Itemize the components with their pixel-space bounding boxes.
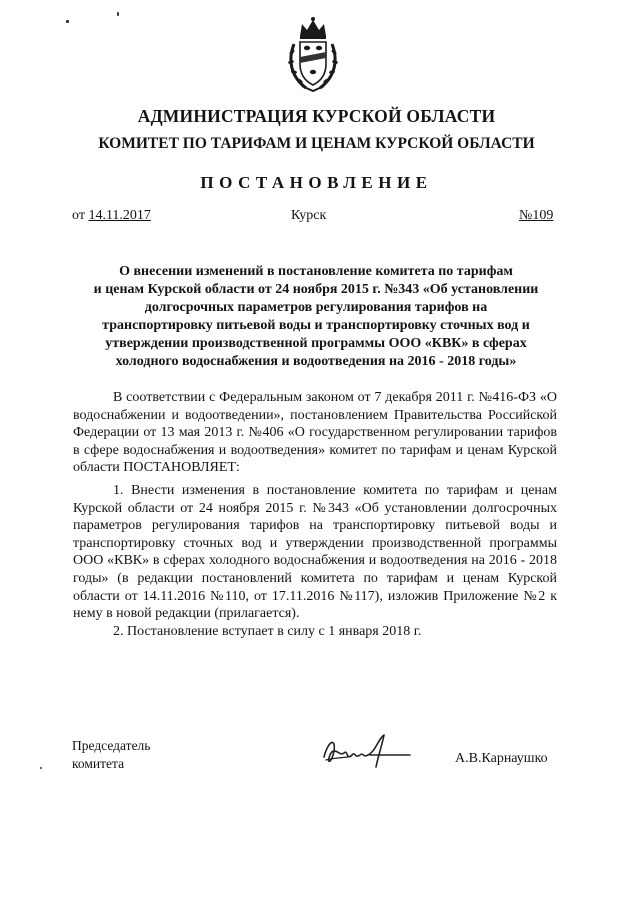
document-number: №109 [519, 208, 554, 223]
item-2-paragraph: 2. Постановление вступает в силу с 1 января 2018 г. [113, 623, 422, 639]
item-1-paragraph: 1. Внести изменения в постановление комитета по тарифам и ценам Курской области от 24 ноября 2015 г. №343 «Об установлении долгосрочных параметров регулирования тарифов на транспортировку питьевой воды и транспортировку сточных вод и утверждении производственной программы ООО «КВК» в сферах холодного водоснабжения и водоотведения на 2016 - 2018 годы» (в редакции постановлений комитета по тарифам и ценам Курской области от 14.11.2016 №110, от 17.11.2016 №117), изложив Приложение №2 к нему в новой редакции (прилагается). [73, 482, 557, 622]
signer-role-line: Председатель [72, 738, 151, 753]
subject-line: и ценам Курской области от 24 ноября 2015 г. №343 «Об установлении [93, 282, 539, 297]
date-prefix: от [72, 208, 89, 223]
committee-title: КОМИТЕТ ПО ТАРИФАМ И ЦЕНАМ КУРСКОЙ ОБЛАСТИ [98, 135, 535, 152]
subject-line: транспортировку питьевой воды и транспортировку сточных вод и [102, 318, 530, 333]
scan-speck [117, 12, 119, 16]
document-subject [60, 263, 572, 371]
signer-role-line: комитета [72, 756, 125, 771]
scan-speck [40, 767, 42, 769]
document-date [72, 208, 151, 224]
subject-line: долгосрочных параметров регулирования тарифов на [144, 300, 488, 315]
organization-title: АДМИНИСТРАЦИЯ КУРСКОЙ ОБЛАСТИ [137, 106, 496, 126]
signer-role [72, 737, 150, 773]
document-type: ПОСТАНОВЛЕНИЕ [200, 173, 433, 192]
scan-speck [66, 20, 69, 23]
coat-of-arms-emblem [286, 14, 340, 94]
subject-line: утверждении производственной программы ООО «КВК» в сферах [105, 336, 527, 351]
document-body [73, 389, 557, 640]
handwritten-signature [318, 727, 434, 775]
subject-line: холодного водоснабжения и водоотведения на 2016 - 2018 годы» [115, 354, 517, 369]
preamble-paragraph: В соответствии с Федеральным законом от 7 декабря 2011 г. №416-ФЗ «О водоснабжении и водоотведении», постановлением Правительства Российской Федерации от 13 мая 2013 г. №406 «О государственном регулировании тарифов в сфере водоснабжения и водоотведения» комитет по тарифам и ценам Курской области ПОСТАНОВЛЯЕТ: [73, 390, 557, 476]
subject-line: О внесении изменений в постановление комитета по тарифам [119, 264, 513, 279]
document-city: Курск [291, 208, 327, 223]
signer-name: А.В.Карнаушко [455, 751, 548, 766]
date-value: 14.11.2017 [88, 208, 151, 223]
